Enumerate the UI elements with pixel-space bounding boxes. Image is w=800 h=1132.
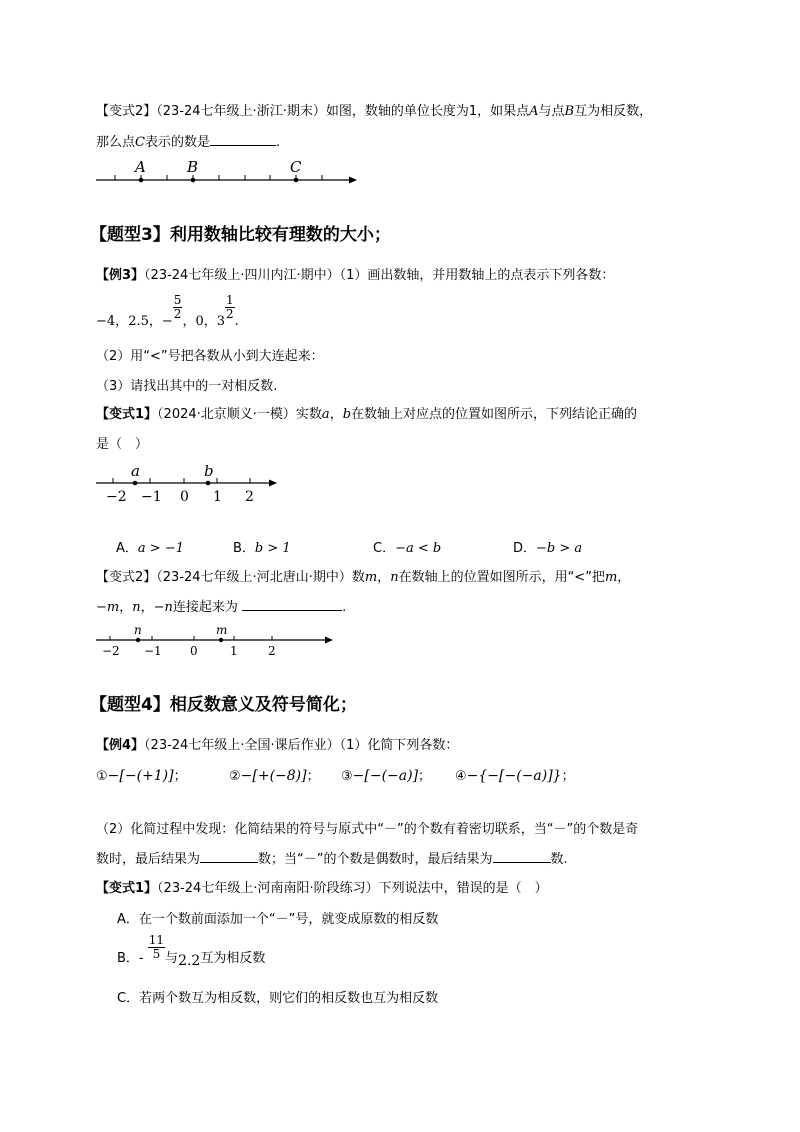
example-tag: 【例3】 bbox=[96, 268, 145, 283]
axis-point-label-m: m bbox=[216, 623, 228, 637]
denominator: 2 bbox=[173, 307, 182, 321]
option-text: 与 bbox=[165, 951, 179, 966]
question-source: （23-24七年级上·河南南阳·阶段练习） bbox=[157, 881, 379, 896]
section-heading-3: 【题型3】利用数轴比较有理数的大小； bbox=[90, 225, 391, 245]
comma: ， bbox=[329, 407, 343, 422]
question-text: 在数轴上的位置如图所示，用“<”把 bbox=[398, 570, 605, 585]
example-tag: 【例4】 bbox=[96, 738, 145, 753]
item-expression: −{−[−(−a)]} bbox=[466, 768, 562, 784]
question-text: 如图，数轴的单位长度为1，如果点 bbox=[325, 104, 530, 119]
example-4-question-2a: （2）化简过程中发现：化简结果的符号与原式中“－”的个数有着密切联系，当“－”的个数是奇 bbox=[96, 822, 639, 837]
option-math: a > −1 bbox=[137, 541, 184, 556]
question-text: 实数 bbox=[295, 407, 322, 422]
option-label: B． bbox=[233, 541, 255, 556]
semicolon: ； bbox=[173, 769, 187, 784]
fraction-11-5 bbox=[148, 934, 165, 961]
arrow-head bbox=[269, 480, 277, 487]
semicolon: ； bbox=[306, 769, 320, 784]
number-line-ab bbox=[0, 455, 800, 505]
example-4-question-2b bbox=[96, 848, 568, 867]
item-number: ② bbox=[229, 769, 241, 784]
tick-label-neg1: −1 bbox=[141, 489, 162, 505]
var-a: a bbox=[321, 407, 330, 422]
var-n: n bbox=[390, 570, 399, 585]
axis-label-C: C bbox=[290, 158, 302, 176]
tick-label-neg1: −1 bbox=[144, 644, 162, 658]
expr-item-4 bbox=[455, 765, 575, 784]
example-question-3: （3）请找出其中的一对相反数. bbox=[96, 379, 278, 394]
question-text: 连接起来为 bbox=[172, 600, 238, 615]
arrow-head bbox=[349, 177, 357, 184]
var-neg-m: −m bbox=[96, 600, 120, 615]
numerator: 5 bbox=[173, 293, 182, 307]
option-b-henan[interactable] bbox=[117, 933, 266, 969]
comma: ， bbox=[140, 600, 154, 615]
arrow-head bbox=[325, 637, 333, 644]
question-v1-henan bbox=[96, 877, 548, 896]
axis-point-label-a: a bbox=[131, 462, 140, 480]
comma: ， bbox=[182, 314, 196, 329]
comma: ， bbox=[203, 314, 217, 329]
period: . bbox=[275, 135, 281, 150]
example-source: （23-24七年级上·全国·课后作业） bbox=[144, 738, 340, 753]
question-text: 数 bbox=[351, 570, 365, 585]
question-text: 下列说法中，错误的是（ ） bbox=[378, 881, 548, 896]
semicolon: ； bbox=[418, 769, 432, 784]
question-text: 数时，最后结果为 bbox=[96, 852, 201, 867]
denominator: 5 bbox=[152, 947, 161, 961]
answer-blank-even[interactable] bbox=[493, 850, 551, 863]
mixed-whole: 3 bbox=[216, 314, 226, 329]
item-number: ③ bbox=[341, 769, 353, 784]
var-n: n bbox=[132, 600, 141, 615]
question-v2-hebei-line1 bbox=[96, 566, 630, 585]
option-label: B． bbox=[117, 951, 139, 966]
section-heading-4: 【题型4】相反数意义及符号简化； bbox=[90, 695, 357, 715]
question-tag: 【变式1】 bbox=[96, 881, 158, 896]
expr-item-3 bbox=[341, 765, 431, 784]
numerator: 11 bbox=[148, 933, 165, 947]
var-neg-n: −n bbox=[153, 600, 173, 615]
var-A: A bbox=[529, 104, 539, 119]
answer-blank[interactable] bbox=[242, 598, 342, 611]
number-line-abc bbox=[0, 150, 800, 190]
question-v2-zhejiang-line1 bbox=[96, 100, 652, 119]
option-label: A． bbox=[116, 541, 138, 556]
var-B: B bbox=[564, 104, 575, 119]
example-question-1: （1）画出数轴，并用数轴上的点表示下列各数： bbox=[339, 268, 615, 283]
question-text: 数；当“－”的个数是偶数时，最后结果为 bbox=[258, 852, 493, 867]
question-v1-beijing-line1 bbox=[96, 403, 637, 422]
question-tag: 【变式1】 bbox=[96, 407, 158, 422]
example-4-line1 bbox=[96, 734, 458, 753]
question-tag: 【变式2】 bbox=[96, 570, 157, 585]
num-0: 0 bbox=[195, 314, 204, 329]
tick-label-1: 1 bbox=[230, 644, 238, 658]
minus-sign: − bbox=[161, 314, 173, 329]
num-minus4: −4 bbox=[96, 314, 116, 329]
item-expression: −[+(−8)] bbox=[240, 768, 307, 784]
num-2-2: 2.2 bbox=[178, 953, 201, 969]
point-A bbox=[139, 178, 144, 183]
var-m: m bbox=[364, 570, 378, 585]
item-number: ① bbox=[96, 769, 108, 784]
axis-point-label-n: n bbox=[134, 623, 142, 637]
period: . bbox=[342, 600, 347, 615]
comma: ， bbox=[115, 314, 129, 329]
fraction-5-2 bbox=[173, 294, 183, 321]
question-text: 在数轴上对应点的位置如图所示，下列结论正确的 bbox=[351, 407, 638, 422]
point-b bbox=[206, 481, 211, 486]
denominator: 2 bbox=[226, 307, 234, 321]
tick-label-2: 2 bbox=[245, 489, 254, 505]
option-label: C． bbox=[373, 541, 396, 556]
expr-item-1 bbox=[96, 765, 187, 784]
minus-sign: - bbox=[138, 951, 144, 966]
question-tag: 【变式2】 bbox=[96, 104, 157, 119]
var-C: C bbox=[135, 135, 145, 150]
option-text: 互为相反数 bbox=[200, 951, 266, 966]
question-text: 互为相反数， bbox=[574, 104, 653, 119]
example-source: （23-24七年级上·四川内江·期中） bbox=[144, 268, 340, 283]
comma: ， bbox=[119, 600, 133, 615]
example-question-2: （2）用“<”号把各数从小到大连起来： bbox=[96, 349, 324, 364]
expr-item-2 bbox=[229, 765, 320, 784]
point-a bbox=[133, 481, 138, 486]
option-label: D． bbox=[513, 541, 537, 556]
option-a[interactable] bbox=[116, 537, 184, 556]
question-text: 数. bbox=[550, 852, 568, 867]
question-text: 与点 bbox=[538, 104, 565, 119]
option-math: b > 1 bbox=[254, 541, 291, 556]
question-v2-zhejiang-line2 bbox=[96, 131, 280, 150]
answer-blank[interactable] bbox=[210, 133, 276, 146]
tick-label-neg2: −2 bbox=[106, 489, 127, 505]
example-question-1: （1）化简下列各数： bbox=[339, 738, 459, 753]
fraction-1-2 bbox=[225, 294, 235, 321]
question-source: （23-24七年级上·浙江·期末） bbox=[156, 104, 326, 119]
var-m: m bbox=[604, 570, 618, 585]
item-expression: −[−(+1)] bbox=[107, 768, 174, 784]
tick-label-0: 0 bbox=[180, 489, 189, 505]
point-n bbox=[136, 638, 140, 642]
point-C bbox=[294, 178, 299, 183]
option-c-henan[interactable]: C．若两个数互为相反数，则它们的相反数也互为相反数 bbox=[117, 991, 439, 1006]
axis-label-B: B bbox=[187, 158, 199, 176]
question-v1-beijing-line2: 是（ ） bbox=[96, 437, 149, 452]
question-v2-hebei-line2 bbox=[96, 596, 346, 615]
option-c[interactable] bbox=[373, 537, 441, 556]
example-3-numbers bbox=[96, 293, 239, 329]
tick-label-1: 1 bbox=[213, 489, 222, 505]
comma: ， bbox=[377, 570, 391, 585]
period: . bbox=[234, 314, 239, 329]
comma: ， bbox=[148, 314, 162, 329]
num-2-5: 2.5 bbox=[128, 314, 149, 329]
option-math: −a < b bbox=[395, 541, 442, 556]
question-text: 表示的数是 bbox=[144, 135, 210, 150]
option-math: −b > a bbox=[536, 541, 583, 556]
tick-label-0: 0 bbox=[190, 644, 198, 658]
question-source: （2024·北京顺义·一模） bbox=[157, 407, 296, 422]
axis-point-label-b: b bbox=[204, 462, 214, 480]
example-3-line1 bbox=[96, 264, 614, 283]
tick-label-2: 2 bbox=[268, 644, 276, 658]
question-text: 那么点 bbox=[96, 135, 136, 150]
number-line-mn bbox=[0, 620, 800, 665]
tick-label-neg2: −2 bbox=[102, 644, 120, 658]
semicolon: ； bbox=[561, 769, 575, 784]
item-expression: −[−(−a)] bbox=[352, 768, 419, 784]
option-d[interactable] bbox=[513, 537, 582, 556]
numerator: 1 bbox=[226, 293, 234, 307]
var-b: b bbox=[342, 407, 352, 422]
option-b[interactable] bbox=[233, 537, 291, 556]
comma: ， bbox=[617, 570, 631, 585]
option-a-henan[interactable]: A．在一个数前面添加一个“－”号，就变成原数的相反数 bbox=[117, 912, 439, 927]
question-source: （23-24七年级上·河北唐山·期中） bbox=[156, 570, 352, 585]
axis-label-A: A bbox=[135, 158, 146, 176]
answer-blank-odd[interactable] bbox=[200, 850, 258, 863]
item-number: ④ bbox=[455, 769, 467, 784]
point-m bbox=[219, 638, 223, 642]
point-B bbox=[191, 178, 196, 183]
